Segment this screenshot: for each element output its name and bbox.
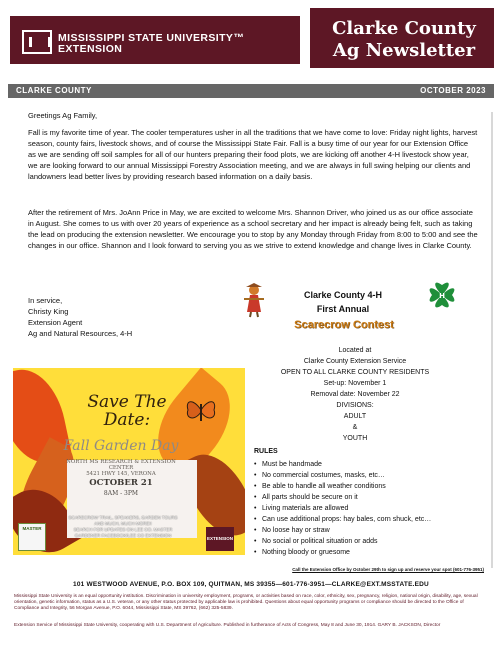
footer-address: 101 WESTWOOD AVENUE, P.O. BOX 109, QUITMAN, MS 39355—601-776-3951—CLARKE@EXT.MSSTATE.EDU bbox=[73, 581, 429, 588]
scarecrow-subtitle: First Annual bbox=[316, 304, 370, 314]
event-location bbox=[54, 459, 188, 477]
event-time: 8AM - 3PM bbox=[103, 490, 139, 497]
author-department: Ag and Natural Resources, 4-H bbox=[28, 329, 133, 338]
svg-text:H: H bbox=[439, 292, 445, 300]
event-center-line-2: CENTER bbox=[108, 465, 134, 471]
contest-location: Clarke County Extension Service bbox=[303, 358, 407, 365]
right-column-rule bbox=[491, 112, 493, 568]
rules-list bbox=[254, 459, 484, 558]
signup-note: Call the Extension Office by October 29th to sign up and reserve your spot (601-776-3951) bbox=[292, 567, 484, 572]
scarecrow-details bbox=[270, 345, 440, 444]
footer-extension-statement: Extension Service of Mississippi State University, cooperating with U.S. Department of Agriculture. Published in furtherance of Acts of Congress, May 8 and June 30, 1914. GARY B. JACKSON, Director bbox=[14, 623, 441, 628]
event-highlight-line-3: SEARCH FOR UPDATES ON LEE CO. MASTER bbox=[73, 527, 173, 532]
letter-paragraph-2: After the retirement of Mrs. JoAnn Price in May, we are excited to welcome Mrs. Shannon Driver, who joined us as our office associate in August. She comes to us with over 20 years of experience as a school secretary and her impact is already being felt, such as taking the lead on producing the extension newsletter. We encourage you to stop by any Monday through Friday from 8:00 to 5:00 and see the changes in our office. Shannon and I look forward to serving you as we strive to extend knowledge and change lives in Clarke County. bbox=[28, 208, 478, 250]
extension-name: EXTENSION bbox=[58, 43, 123, 55]
rule-item: • Nothing bloody or gruesome bbox=[254, 547, 484, 558]
rule-item: • No social or political situation or adds bbox=[254, 536, 484, 547]
newsletter-header bbox=[0, 0, 502, 70]
event-center-line-1: NORTH MS RESEARCH & EXTENSION bbox=[66, 459, 176, 465]
event-highlight-line-1: SCARECROW TRAIL, SPEAKERS, GARDEN TOURS bbox=[68, 515, 178, 520]
issue-date: OCTOBER 2023 bbox=[420, 86, 486, 95]
butterfly-icon bbox=[184, 398, 218, 424]
extension-logo: EXTENSION bbox=[206, 527, 234, 551]
event-highlight-line-2: AND MUCH, MUCH MORE!! bbox=[94, 521, 152, 526]
divisions-label: DIVISIONS: bbox=[336, 402, 374, 409]
scarecrow-contest-title: Scarecrow Contest bbox=[294, 319, 394, 331]
author-name: Christy King bbox=[28, 307, 69, 316]
author-title: Extension Agent bbox=[28, 318, 83, 327]
event-date: OCTOBER 21 bbox=[89, 478, 153, 488]
issue-bar bbox=[8, 84, 494, 98]
university-name: MISSISSIPPI STATE UNIVERSITY™ bbox=[58, 32, 245, 44]
master-gardener-logo: MASTER bbox=[18, 523, 46, 551]
county-label: CLARKE COUNTY bbox=[16, 86, 92, 95]
signoff: In service, bbox=[28, 296, 63, 305]
division-youth: YOUTH bbox=[342, 435, 368, 442]
footer-equal-opportunity: Mississippi State University is an equal opportunity institution. Discrimination in university employment, programs, or activities based on race, color, ethnicity, sex, pregnancy, religion, national origin, disability, age, sexual orientation, genetic information, status as a U.S. veteran, or any other status protected by applicable law is prohibited. Questions about equal opportunity programs or compliance should be directed to the Office of Compliance and Integrity, 56 Morgan Avenue, P.O. 6044, Mississippi State, MS 39762, (662) 325-5839. bbox=[14, 594, 478, 611]
event-highlight-line-4: GARDENER FACEBOOK/LEE CO EXTENSION bbox=[74, 533, 172, 538]
division-ampersand: & bbox=[352, 424, 358, 431]
rule-item: • Must be handmade bbox=[254, 459, 484, 470]
newsletter-title-line-1: Clarke County bbox=[332, 18, 476, 39]
scarecrow-title: Clarke County 4-H bbox=[303, 290, 383, 300]
contest-eligibility: OPEN TO ALL CLARKE COUNTY RESIDENTS bbox=[280, 369, 430, 376]
event-address: 5421 HWY 145, VERONA bbox=[86, 471, 156, 477]
newsletter-title bbox=[316, 18, 492, 62]
letter-paragraph-1: Fall is my favorite time of year. The cooler temperatures usher in all the traditions that we have come to love: Friday night lights, harvest season, county fairs, livestock shows, and of course the Mississippi State Fair. Fall is a busy time of our year for our Extension Office as we are sending off soil samples for all of our hunters preparing their food plots, we are kicking off another 4-H livestock show year, we are looking forward to our annual Mississippi Forestry Association meeting, and we are always in full swing helping our clients and landowners lead better lives by providing research based information on a daily basis. bbox=[28, 128, 478, 181]
msu-logo-icon bbox=[22, 30, 52, 54]
division-adult: ADULT bbox=[343, 413, 367, 420]
removal-date: Removal date: November 22 bbox=[310, 391, 400, 398]
scarecrow-icon bbox=[242, 282, 266, 318]
newsletter-title-line-2: Ag Newsletter bbox=[332, 40, 476, 61]
located-at-label: Located at bbox=[338, 347, 372, 354]
rule-item: • Can use additional props: hay bales, corn shuck, etc… bbox=[254, 514, 484, 525]
four-h-clover-icon bbox=[424, 277, 460, 313]
event-title: Fall Garden Day bbox=[63, 438, 179, 454]
rule-item: • Living materials are allowed bbox=[254, 503, 484, 514]
rule-item: • All parts should be secure on it bbox=[254, 492, 484, 503]
rule-item: • Be able to handle all weather conditions bbox=[254, 481, 484, 492]
save-the-date: Save The Date: bbox=[87, 392, 167, 430]
msu-logo-text bbox=[58, 33, 244, 55]
rule-item: • No loose hay or straw bbox=[254, 525, 484, 536]
letter-greeting: Greetings Ag Family, bbox=[28, 111, 98, 120]
event-highlights bbox=[48, 515, 198, 539]
letter-signature bbox=[28, 295, 132, 339]
rules-heading: RULES bbox=[254, 448, 278, 455]
rule-item: • No commercial costumes, masks, etc… bbox=[254, 470, 484, 481]
setup-date: Set-up: November 1 bbox=[323, 380, 387, 387]
